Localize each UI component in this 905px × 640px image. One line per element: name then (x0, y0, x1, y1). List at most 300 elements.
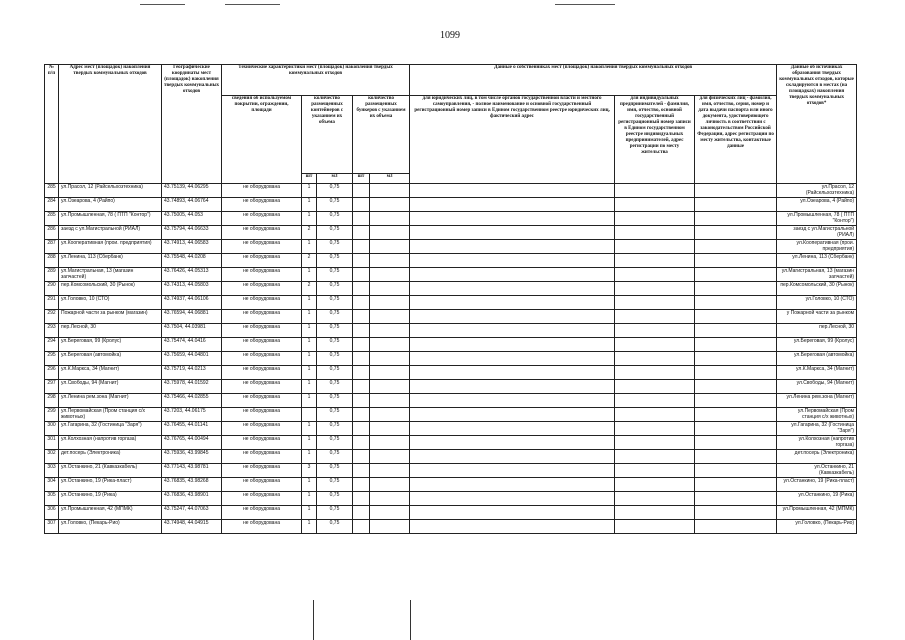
row-source: ул.Промышленная, 42 (МПМК) (777, 506, 857, 520)
row-number: 294 (45, 338, 59, 352)
col-num-header: № п/п (45, 65, 59, 184)
row-owner-ip (615, 464, 695, 478)
row-container-volume: 0,75 (317, 282, 353, 296)
row-bunker-volume (370, 184, 410, 198)
tech-bunkers-header: количество размещенных бункеров с указанием их объема (353, 96, 410, 174)
row-bunker-count (353, 408, 370, 422)
row-owner-ip (615, 324, 695, 338)
row-number: 292 (45, 310, 59, 324)
tech-cover-header: сведения об используемом покрытии, ограждении, площади (222, 96, 302, 184)
row-cover: не оборудована (222, 268, 302, 282)
row-cover: не оборудована (222, 184, 302, 198)
table-row (45, 492, 857, 506)
row-coords: 43.75936, 43.99845 (162, 450, 222, 464)
row-cover: не оборудована (222, 352, 302, 366)
row-bunker-count (353, 296, 370, 310)
row-owner-ip (615, 422, 695, 436)
row-coords: 43.76455, 44.01141 (162, 422, 222, 436)
row-owner-person (695, 380, 777, 394)
owner-legal-header: для юридических лиц, в том числе органов государственной власти и местного самоуправления, - полное наименование и основной государственный регистрационный номер записи в Едином государственном реестре юридических лиц, фактический адрес (410, 96, 615, 184)
row-bunker-count (353, 436, 370, 450)
row-owner-person (695, 296, 777, 310)
row-owner-ip (615, 506, 695, 520)
row-owner-ip (615, 184, 695, 198)
row-bunker-volume (370, 478, 410, 492)
row-owner-legal (410, 226, 615, 240)
row-owner-legal (410, 198, 615, 212)
row-bunker-volume (370, 408, 410, 422)
row-container-volume: 0,75 (317, 408, 353, 422)
row-address: ул.Кооперативная (прои. предприятия) (59, 240, 162, 254)
row-owner-ip (615, 436, 695, 450)
row-owner-legal (410, 436, 615, 450)
row-bunker-volume (370, 310, 410, 324)
row-coords: 43.76835, 43.98268 (162, 478, 222, 492)
row-owner-person (695, 366, 777, 380)
row-container-count: 1 (302, 352, 317, 366)
row-container-volume: 0,75 (317, 338, 353, 352)
table-row (45, 184, 857, 198)
row-source: ул.Промышленная, 78 ( ПТП "Контор") (777, 212, 857, 226)
row-source: пер.Лесной, 30 (777, 324, 857, 338)
row-bunker-count (353, 492, 370, 506)
row-owner-person (695, 520, 777, 534)
row-bunker-volume (370, 296, 410, 310)
top-rule-mid (225, 4, 280, 5)
row-owner-person (695, 394, 777, 408)
row-container-count: 1 (302, 184, 317, 198)
row-bunker-volume (370, 506, 410, 520)
row-bunker-volume (370, 464, 410, 478)
row-source: заезд с ул.Магистральной (РИАЛ) (777, 226, 857, 240)
row-address: ул.Первомайская (Пром станция с/х животных) (59, 408, 162, 422)
table-row (45, 408, 857, 422)
row-number: 302 (45, 450, 59, 464)
table-row (45, 240, 857, 254)
row-bunker-volume (370, 268, 410, 282)
row-number: 297 (45, 380, 59, 394)
row-coords: 43.75794, 44.06633 (162, 226, 222, 240)
row-cover: не оборудована (222, 464, 302, 478)
row-bunker-volume (370, 198, 410, 212)
row-container-volume: 0,75 (317, 436, 353, 450)
row-owner-legal (410, 366, 615, 380)
row-owner-person (695, 352, 777, 366)
row-owner-legal (410, 408, 615, 422)
row-cover: не оборудована (222, 254, 302, 268)
row-cover: не оборудована (222, 380, 302, 394)
row-source: пер.Комсомольский, 30 (Рынок) (777, 282, 857, 296)
row-owner-person (695, 226, 777, 240)
row-number: 293 (45, 324, 59, 338)
row-owner-ip (615, 338, 695, 352)
row-cover: не оборудована (222, 310, 302, 324)
row-container-volume: 0,75 (317, 478, 353, 492)
row-container-count: 1 (302, 478, 317, 492)
owner-ip-header: для индивидуальных предпринимателей - фамилия, имя, отчество, основной государственный регистрационный номер записи в Едином государственном реестре индивидуальных предпринимателей, адрес регистрации по месту жительства (615, 96, 695, 184)
row-owner-person (695, 422, 777, 436)
row-owner-person (695, 268, 777, 282)
row-owner-ip (615, 352, 695, 366)
row-number: 303 (45, 464, 59, 478)
row-bunker-volume (370, 520, 410, 534)
row-container-count: 1 (302, 380, 317, 394)
row-bunker-count (353, 212, 370, 226)
row-coords: 43.75474, 44.0416 (162, 338, 222, 352)
row-coords: 43.75466, 44.02855 (162, 394, 222, 408)
row-cover: не оборудована (222, 366, 302, 380)
row-source: ул.Гагарина, 32 (Гостиница "Заря") (777, 422, 857, 436)
header-row-top (45, 65, 857, 96)
row-source: ул.Колхозная (напротив горгаза) (777, 436, 857, 450)
row-owner-person (695, 254, 777, 268)
table-row (45, 520, 857, 534)
row-number: 298 (45, 394, 59, 408)
row-container-count: 1 (302, 310, 317, 324)
table-row (45, 436, 857, 450)
row-container-count: 1 (302, 436, 317, 450)
table-row (45, 324, 857, 338)
row-bunker-volume (370, 436, 410, 450)
row-owner-person (695, 338, 777, 352)
row-container-volume: 0,75 (317, 310, 353, 324)
row-owner-person (695, 492, 777, 506)
row-owner-person (695, 506, 777, 520)
row-bunker-volume (370, 394, 410, 408)
row-container-volume: 0,75 (317, 520, 353, 534)
table-row (45, 310, 857, 324)
row-cover: не оборудована (222, 240, 302, 254)
row-number: 296 (45, 366, 59, 380)
row-number: 307 (45, 520, 59, 534)
row-address: Пожарной части за рынком (магазин) (59, 310, 162, 324)
row-container-volume: 0,75 (317, 366, 353, 380)
row-source: ул.Ленина рем.зона (Магнит) (777, 394, 857, 408)
table-row (45, 422, 857, 436)
row-source: ул.Головко, 10 (СТО) (777, 296, 857, 310)
row-address: ул.Останкино, 19 (Рика) (59, 492, 162, 506)
row-owner-person (695, 212, 777, 226)
top-rule-right (555, 4, 615, 5)
row-bunker-count (353, 506, 370, 520)
row-owner-legal (410, 492, 615, 506)
row-source: ул.К.Маркса, 34 (Магнит) (777, 366, 857, 380)
row-bunker-volume (370, 254, 410, 268)
row-cover: не оборудована (222, 478, 302, 492)
row-bunker-count (353, 310, 370, 324)
row-cover: не оборудована (222, 226, 302, 240)
row-container-count: 1 (302, 520, 317, 534)
row-owner-ip (615, 310, 695, 324)
row-owner-ip (615, 366, 695, 380)
row-cover: не оборудована (222, 492, 302, 506)
row-number: 285 (45, 212, 59, 226)
row-number: 300 (45, 422, 59, 436)
row-container-volume: 0,75 (317, 226, 353, 240)
row-coords: 43.74313, 44.05803 (162, 282, 222, 296)
row-number: 288 (45, 254, 59, 268)
table-row (45, 478, 857, 492)
row-coords: 43.75548, 44.0208 (162, 254, 222, 268)
scan-fold-line-right (410, 600, 411, 640)
row-owner-ip (615, 450, 695, 464)
row-owner-ip (615, 520, 695, 534)
row-bunker-volume (370, 338, 410, 352)
row-source: у Пожарной части за рынком (777, 310, 857, 324)
row-source: ул.Ленина, 113 (Сбербанк) (777, 254, 857, 268)
row-cover: не оборудована (222, 338, 302, 352)
row-address: ул.Гагарина, 32 (Гостиница "Заря") (59, 422, 162, 436)
row-address: ул.Колхозная (напротив горгаза) (59, 436, 162, 450)
row-bunker-volume (370, 226, 410, 240)
row-number: 305 (45, 492, 59, 506)
row-number: 306 (45, 506, 59, 520)
row-container-volume: 0,75 (317, 380, 353, 394)
row-source: ул.Свободы, 94 (Магнит) (777, 380, 857, 394)
row-owner-person (695, 310, 777, 324)
table-row (45, 338, 857, 352)
row-number: 301 (45, 436, 59, 450)
row-address: ул.Магистральная, 13 (магазин запчастей) (59, 268, 162, 282)
row-container-volume: 0,75 (317, 296, 353, 310)
table-row (45, 450, 857, 464)
row-cover: не оборудована (222, 198, 302, 212)
waste-sites-register-table (44, 64, 857, 534)
row-source: ул.Озеарова, 4 (Райпо) (777, 198, 857, 212)
row-cover: не оборудована (222, 520, 302, 534)
row-cover: не оборудована (222, 296, 302, 310)
row-container-count: 1 (302, 366, 317, 380)
row-owner-person (695, 324, 777, 338)
row-owner-legal (410, 254, 615, 268)
row-owner-ip (615, 380, 695, 394)
row-owner-legal (410, 380, 615, 394)
row-coords: 43.74893, 44.06764 (162, 198, 222, 212)
row-source: ул.Прасол, 12 (Райсельхозтехника) (777, 184, 857, 198)
row-cover: не оборудована (222, 408, 302, 422)
table-row (45, 282, 857, 296)
row-container-volume: 0,75 (317, 450, 353, 464)
row-container-count: 1 (302, 240, 317, 254)
row-bunker-count (353, 226, 370, 240)
row-container-volume: 0,75 (317, 352, 353, 366)
row-coords: 43.76426, 44.05313 (162, 268, 222, 282)
row-address: ул.Ленина рем.зона (Магнит) (59, 394, 162, 408)
row-owner-ip (615, 254, 695, 268)
row-owner-ip (615, 226, 695, 240)
row-owner-ip (615, 268, 695, 282)
row-coords: 43.76836, 43.98901 (162, 492, 222, 506)
row-container-volume: 0,75 (317, 198, 353, 212)
unit-sht-1: шт (302, 174, 317, 184)
row-bunker-count (353, 464, 370, 478)
row-source: ул.Береговая (автомойка) (777, 352, 857, 366)
row-container-count: 1 (302, 338, 317, 352)
unit-m3-2: м3 (370, 174, 410, 184)
row-container-count: 3 (302, 464, 317, 478)
row-address: ул.Свободы, 94 (Магнит) (59, 380, 162, 394)
row-owner-legal (410, 268, 615, 282)
row-container-volume: 0,75 (317, 394, 353, 408)
row-address: ул.Головко, 10 (СТО) (59, 296, 162, 310)
row-container-count: 1 (302, 198, 317, 212)
table-row (45, 198, 857, 212)
row-container-count: 2 (302, 282, 317, 296)
row-container-count: 1 (302, 422, 317, 436)
row-bunker-count (353, 254, 370, 268)
row-address: пер.Лесной, 30 (59, 324, 162, 338)
row-address: ул.К.Маркса, 34 (Магнит) (59, 366, 162, 380)
row-bunker-count (353, 338, 370, 352)
row-source: дет.посерь (Электроника) (777, 450, 857, 464)
row-container-count: 1 (302, 212, 317, 226)
row-owner-legal (410, 506, 615, 520)
row-source: ул.Первомайская (Пром станция с/х животных) (777, 408, 857, 422)
row-owner-person (695, 282, 777, 296)
row-owner-ip (615, 282, 695, 296)
row-container-count (302, 408, 317, 422)
row-address: дет.посерь (Электроника) (59, 450, 162, 464)
table-row (45, 212, 857, 226)
row-owner-legal (410, 240, 615, 254)
row-bunker-count (353, 240, 370, 254)
row-owner-person (695, 464, 777, 478)
row-container-volume: 0,75 (317, 506, 353, 520)
row-owner-person (695, 450, 777, 464)
row-coords: 43.74937, 44.06106 (162, 296, 222, 310)
row-bunker-count (353, 520, 370, 534)
row-owner-legal (410, 282, 615, 296)
row-owner-legal (410, 338, 615, 352)
row-container-count: 1 (302, 506, 317, 520)
row-container-count: 1 (302, 324, 317, 338)
row-source: ул.Кооперативная (прои. предприятия) (777, 240, 857, 254)
row-number: 304 (45, 478, 59, 492)
row-coords: 43.74913, 44.06583 (162, 240, 222, 254)
row-container-volume: 0,75 (317, 492, 353, 506)
row-source: ул.Останкино, 21 (Кавказкабель) (777, 464, 857, 478)
row-coords: 43.7504, 44.03981 (162, 324, 222, 338)
row-bunker-count (353, 394, 370, 408)
table-body (45, 184, 857, 534)
row-owner-legal (410, 296, 615, 310)
row-owner-ip (615, 492, 695, 506)
row-bunker-count (353, 324, 370, 338)
row-owner-legal (410, 212, 615, 226)
row-container-volume: 0,75 (317, 464, 353, 478)
row-owner-legal (410, 352, 615, 366)
row-address: ул.Ленина, 113 (Сбербанк) (59, 254, 162, 268)
row-number: 289 (45, 268, 59, 282)
row-container-count: 1 (302, 492, 317, 506)
row-address: ул.Головко, (Пекарь-Рио) (59, 520, 162, 534)
row-owner-legal (410, 324, 615, 338)
row-owner-legal (410, 520, 615, 534)
row-bunker-count (353, 268, 370, 282)
col-owners-header: Данные о собственниках мест (площадок) накопления твердых коммунальных отходов (410, 65, 777, 96)
row-coords: 43.75719, 44.0213 (162, 366, 222, 380)
row-number: 295 (45, 352, 59, 366)
row-coords: 43.7203, 44.06175 (162, 408, 222, 422)
row-owner-person (695, 198, 777, 212)
row-owner-ip (615, 212, 695, 226)
row-container-count: 1 (302, 394, 317, 408)
row-coords: 43.76765, 44.00494 (162, 436, 222, 450)
row-owner-person (695, 436, 777, 450)
row-owner-person (695, 240, 777, 254)
row-bunker-count (353, 198, 370, 212)
row-source: ул.Магистральная, 13 (магазин запчастей) (777, 268, 857, 282)
row-address: ул.Останкино, 21 (Кавказкабель) (59, 464, 162, 478)
row-bunker-volume (370, 352, 410, 366)
row-address: ул.Промышленная, 42 (МПМК) (59, 506, 162, 520)
row-container-count: 1 (302, 268, 317, 282)
table-row (45, 394, 857, 408)
row-address: ул.Промышленная, 78 ( ПТП "Контор") (59, 212, 162, 226)
row-bunker-volume (370, 380, 410, 394)
row-address: ул.Останкино, 19 (Рика-пласт) (59, 478, 162, 492)
row-owner-ip (615, 408, 695, 422)
tech-containers-header: количество размещенных контейнеров с указанием их объема (302, 96, 353, 174)
row-container-volume: 0,75 (317, 268, 353, 282)
unit-sht-2: шт (353, 174, 370, 184)
col-sources-header: Данные об источниках образования твердых коммунальных отходов, которые складируются в местах (на площадках) накопления твердых коммунальных отходов* (777, 65, 857, 184)
row-owner-legal (410, 464, 615, 478)
row-address: ул.Прасол, 12 (Райсельхозтехника) (59, 184, 162, 198)
scan-fold-line-left (313, 600, 314, 640)
row-coords: 43.75247, 44.07063 (162, 506, 222, 520)
row-bunker-volume (370, 422, 410, 436)
row-owner-legal (410, 184, 615, 198)
row-cover: не оборудована (222, 394, 302, 408)
owner-person-header: для физических лиц - фамилия, имя, отчество, серия, номер и дата выдачи паспорта или иного документа, удостоверяющего личность в соответствии с законодательством Российской Федерации, адрес регистрации по месту жительства, контактные данные (695, 96, 777, 184)
row-container-count: 1 (302, 450, 317, 464)
row-number: 291 (45, 296, 59, 310)
table-row (45, 366, 857, 380)
row-bunker-volume (370, 240, 410, 254)
row-coords: 43.76594, 44.06881 (162, 310, 222, 324)
table-row (45, 226, 857, 240)
row-cover: не оборудована (222, 212, 302, 226)
row-container-volume: 0,75 (317, 184, 353, 198)
row-container-count: 1 (302, 296, 317, 310)
row-address: ул.Береговая (автомойка) (59, 352, 162, 366)
row-bunker-volume (370, 282, 410, 296)
top-rule-left (140, 4, 185, 5)
row-owner-ip (615, 240, 695, 254)
row-owner-ip (615, 478, 695, 492)
row-bunker-count (353, 380, 370, 394)
row-cover: не оборудована (222, 450, 302, 464)
col-tech-header: Технические характеристики мест (площадок) накопления твердых коммунальных отходов (222, 65, 410, 96)
row-bunker-count (353, 352, 370, 366)
row-bunker-count (353, 478, 370, 492)
row-bunker-count (353, 282, 370, 296)
row-coords: 43.77143, 43.98781 (162, 464, 222, 478)
row-bunker-volume (370, 450, 410, 464)
row-container-count: 2 (302, 226, 317, 240)
row-coords: 43.75139, 44.06295 (162, 184, 222, 198)
row-owner-legal (410, 450, 615, 464)
table-row (45, 352, 857, 366)
row-container-volume: 0,75 (317, 240, 353, 254)
row-owner-ip (615, 394, 695, 408)
table-row (45, 254, 857, 268)
row-cover: не оборудована (222, 324, 302, 338)
row-container-count: 2 (302, 254, 317, 268)
row-container-volume: 0,75 (317, 324, 353, 338)
row-address: пер.Комсомольский, 30 (Рынок) (59, 282, 162, 296)
